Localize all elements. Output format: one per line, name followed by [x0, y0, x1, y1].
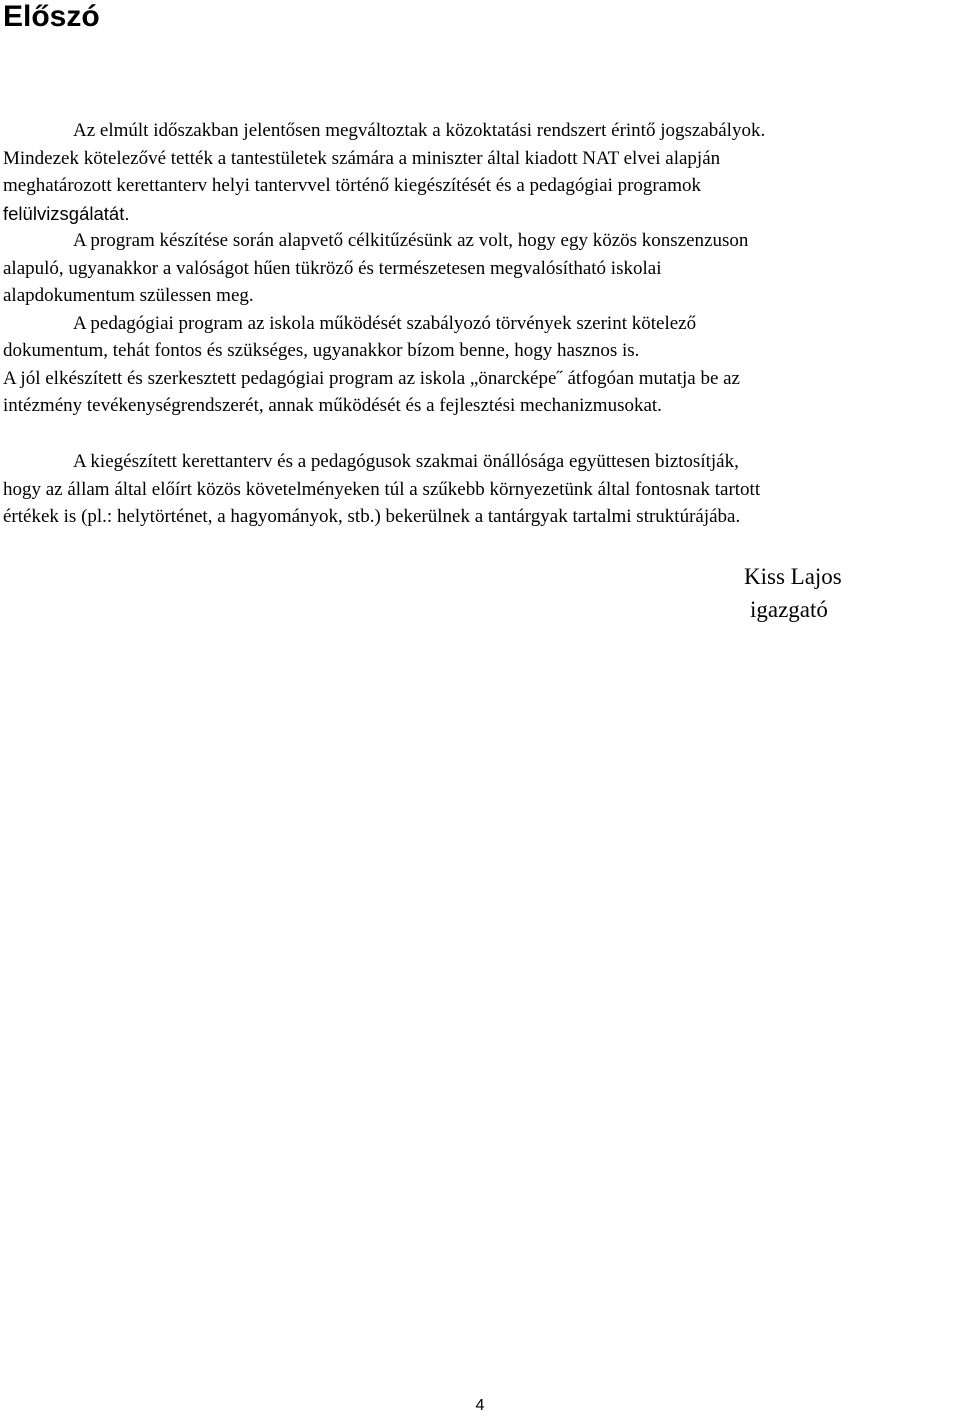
signature-role: igazgató: [750, 597, 828, 622]
text-line: Mindezek kötelezővé tették a tantestületek számára a miniszter által kiadott NAT elvei alapján: [3, 147, 721, 169]
page-title: Előszó: [3, 0, 100, 33]
text-line: A pedagógiai program az iskola működését szabályozó törvények szerint kötelező: [73, 312, 697, 334]
text-line: felülvizsgálatát.: [3, 202, 130, 224]
text-line: intézmény tevékenységrendszerét, annak működését és a fejlesztési mechanizmusokat.: [3, 395, 662, 416]
paragraph-curriculum: [3, 448, 958, 531]
text-line: értékek is (pl.: helytörténet, a hagyományok, stb.) bekerülnek a tantárgyak tartalmi struktúrájába.: [3, 506, 741, 527]
text-line: A program készítése során alapvető célkitűzésünk az volt, hogy egy közös konszenzuson: [73, 230, 749, 251]
signature-name: Kiss Lajos: [744, 564, 842, 589]
signature-block: [744, 560, 842, 626]
text-line: alapuló, ugyanakkor a valóságot hűen tükröző és természetesen megvalósítható iskolai: [3, 257, 662, 279]
text-line: dokumentum, tehát fontos és szükséges, ugyanakkor bízom benne, hogy hasznos is.: [3, 340, 640, 361]
text-line: hogy az állam által előírt közös követelményeken túl a szűkebb környezetünk által fontosnak tartott: [3, 478, 761, 500]
text-line: alapdokumentum szülessen meg.: [3, 285, 254, 306]
text-line: A jól elkészített és szerkesztett pedagógiai program az iskola „önarcképe˝ átfogóan mutatja be az: [3, 367, 740, 389]
paragraph-intro: [3, 117, 958, 420]
text-line: meghatározott kerettanterv helyi tantervvel történő kiegészítését és a pedagógiai programok: [3, 175, 701, 196]
page-number: 4: [475, 1397, 485, 1414]
text-line: A kiegészített kerettanterv és a pedagógusok szakmai önállósága együttesen biztosítják,: [73, 451, 739, 472]
text-line: Az elmúlt időszakban jelentősen megváltoztak a közoktatási rendszert érintő jogszabályok.: [73, 120, 766, 141]
